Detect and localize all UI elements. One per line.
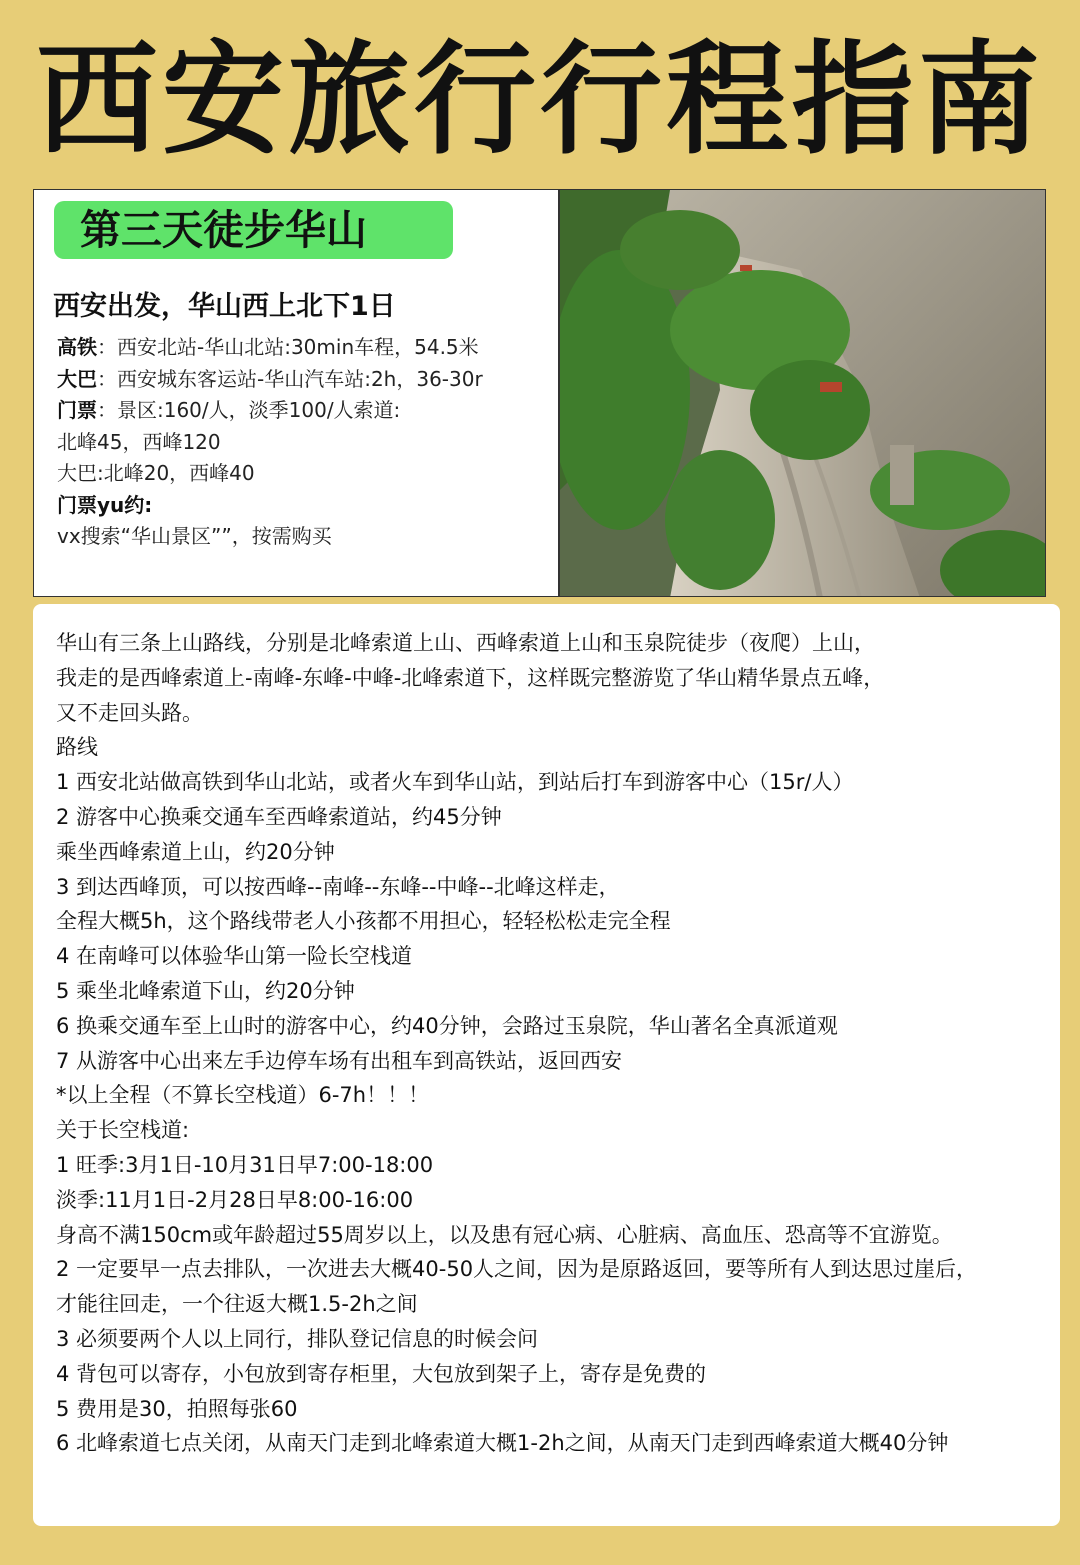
detail-line: 身高不满150cm或年龄超过55周岁以上，以及患有冠心病、心脏病、高血压、恐高等不宜游览。 bbox=[56, 1222, 953, 1247]
info-text: 北峰45，西峰120 bbox=[57, 429, 221, 454]
info-label: 门票 bbox=[57, 398, 97, 422]
trip-info-card bbox=[33, 189, 559, 597]
detail-line: 乘坐西峰索道上山，约20分钟 bbox=[56, 839, 335, 864]
info-label: 门票yu约: bbox=[57, 492, 153, 517]
transport-ticket-info bbox=[57, 332, 552, 553]
info-line-booking bbox=[57, 521, 552, 553]
route-detail-card bbox=[33, 604, 1060, 1526]
detail-line: 我走的是西峰索道上-南峰-东峰-中峰-北峰索道下，这样既完整游览了华山精华景点五峰， bbox=[56, 665, 885, 690]
detail-line: 2 一定要早一点去排队，一次进去大概40-50人之间，因为是原路返回，要等所有人到达思过崖后， bbox=[56, 1257, 978, 1282]
info-line-booking-label bbox=[57, 490, 552, 522]
huashan-mountain-photo bbox=[559, 189, 1046, 597]
detail-line: 6 北峰索道七点关闭，从南天门走到北峰索道大概1-2h之间，从南天门走到西峰索道大概40分钟 bbox=[56, 1431, 949, 1456]
detail-line: 淡季:11月1日-2月28日早8:00-16:00 bbox=[56, 1187, 414, 1212]
info-text: vx搜索“华山景区””，按需购买 bbox=[57, 524, 332, 548]
info-text: 西安北站-华山北站:30min车程，54.5米 bbox=[117, 335, 479, 359]
page-title: 西安旅行行程指南 bbox=[36, 29, 1044, 171]
detail-line: 4 在南峰可以体验华山第一险长空栈道 bbox=[56, 944, 413, 969]
detail-line: 5 费用是30，拍照每张60 bbox=[56, 1396, 298, 1421]
info-text: 大巴:北峰20，西峰40 bbox=[57, 461, 255, 485]
detail-line: *以上全程（不算长空栈道）6-7h！！！ bbox=[56, 1083, 430, 1108]
info-label: 高铁 bbox=[57, 335, 97, 359]
detail-line: 3 必须要两个人以上同行，排队登记信息的时候会问 bbox=[56, 1326, 539, 1351]
info-text: 景区:160/人，淡季100/人索道: bbox=[117, 398, 401, 422]
info-line-bus: 大巴：西安城东客运站-华山汽车站:2h，36-30r bbox=[57, 366, 483, 391]
detail-line: 6 换乘交通车至上山时的游客中心，约40分钟，会路过玉泉院，华山著名全真派道观 bbox=[56, 1013, 838, 1038]
detail-line: 才能往回走，一个往返大概1.5-2h之间 bbox=[56, 1292, 418, 1317]
detail-line: 1 旺季:3月1日-10月31日早7:00-18:00 bbox=[56, 1152, 434, 1177]
detail-line: 华山有三条上山路线，分别是北峰索道上山、西峰索道上山和玉泉院徒步（夜爬）上山， bbox=[56, 631, 875, 655]
info-line-shuttle-price bbox=[57, 458, 552, 490]
detail-line: 路线 bbox=[56, 735, 98, 760]
info-line-ticket: 门票：景区:160/人，淡季100/人索道: bbox=[57, 398, 401, 422]
day-badge: 第三天徒步华山 bbox=[54, 201, 453, 259]
detail-line: 7 从游客中心出来左手边停车场有出租车到高铁站，返回西安 bbox=[56, 1048, 623, 1073]
route-title: 西安出发，华山西上北下1日 bbox=[53, 291, 396, 322]
info-text: 西安城东客运站-华山汽车站:2h，36-30r bbox=[117, 366, 483, 391]
detail-line: 2 游客中心换乘交通车至西峰索道站，约45分钟 bbox=[56, 804, 502, 829]
detail-line: 1 西安北站做高铁到华山北站，或者火车到华山站，到站后打车到游客中心（15r/人） bbox=[56, 770, 854, 795]
detail-line: 又不走回头路。 bbox=[56, 700, 203, 725]
info-line-cableway-price bbox=[57, 427, 552, 459]
detail-line: 关于长空栈道: bbox=[56, 1118, 190, 1143]
route-detail-text bbox=[56, 626, 1056, 1461]
detail-line: 5 乘坐北峰索道下山，约20分钟 bbox=[56, 978, 355, 1003]
info-line-rail: 高铁：西安北站-华山北站:30min车程，54.5米 bbox=[57, 335, 479, 359]
detail-line: 4 背包可以寄存，小包放到寄存柜里，大包放到架子上，寄存是免费的 bbox=[56, 1361, 707, 1386]
detail-line: 3 到达西峰顶，可以按西峰--南峰--东峰--中峰--北峰这样走， bbox=[56, 874, 620, 899]
mountain-illustration bbox=[560, 190, 1046, 597]
detail-line: 全程大概5h，这个路线带老人小孩都不用担心，轻轻松松走完全程 bbox=[56, 909, 671, 934]
info-label: 大巴 bbox=[57, 366, 97, 391]
